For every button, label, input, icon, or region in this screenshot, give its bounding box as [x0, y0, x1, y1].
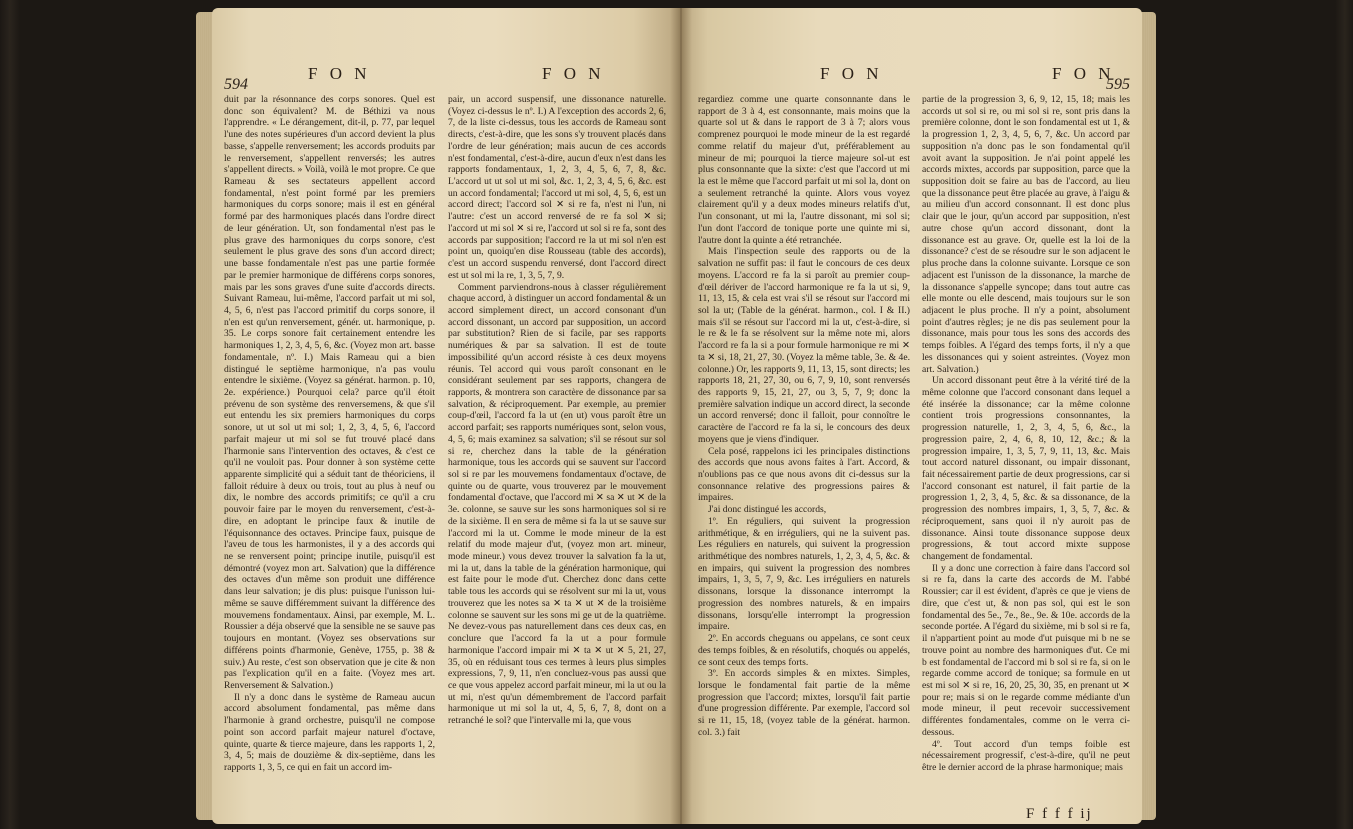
paragraph: 3º. En accords simples & en mixtes. Simples, lorsque le fondamental fait partie de la même progression que l'accord; mixtes, lorsqu'il fait partie d'une progression différente. Par exemple, l'accord sol si re 11, 15, 18, (voyez table de la générat. harmon. col. 3.) fait — [698, 668, 910, 738]
paragraph: Comment parviendrons-nous à classer régulièrement chaque accord, à distinguer un accord fondamental & un accord simplement direct, un accord consonant d'un accord dissonant, un accord par supposition, un accord par substitution? Rien de si facile, par ses rapports numériques & par sa salvation. Il est de toute impossibilité qu'un accord résiste à ces deux moyens réunis. Tel accord qui vous paroît consonant en le considérant seulement par ses rapports, changera de rapports, & montrera son caractère de dissonance par sa salvation, & réciproquement. Par exemple, au premier coup-d'œil, l'accord fa la ut (en ut) vous paroît être un accord parfait; ses rapports numériques sont, selon vous, 4, 5, 6; mais examinez sa salvation; s'il se résout sur sol si re, cherchez dans la table de la génération harmonique, tous les accords qui se sauvent sur l'accord sol si re par les mouvemens fondamentaux d'octave, de quinte ou de quarte, vous trouverez par le mouvement fondamental d'octave, que l'accord mi ✕ sa ✕ ut ✕ de la 3e. colonne, se sauve sur les sons harmoniques sol si re de la sixième. Il en sera de même si fa la ut se sauve sur l'accord mi la ut. Comme le mode mineur de la est relatif du mode majeur d'ut, (voyez mon art. mineur, mode mineur.) vous devez trouver la salvation fa la ut, mi la ut, dans la table de la génération harmonique, qui est faite pour le mode d'ut. Cherchez donc dans cette table tous les accords qui se résolvent sur mi la ut, vous trouverez que les notes sa ✕ ta ✕ ut ✕ de la troisième colonne se sauvent sur les sons mi ge ut de la quatrième. Ne devez-vous pas naturellement dans ces deux cas, en conclure que l'accord fa la ut a pour formule harmonique l'accord impair mi ✕ ta ✕ ut ✕ 5, 21, 27, 35, où en réduisant tous ces termes à leurs plus simples expressions, 7, 9, 11, n'en concluez-vous pas aussi que ce que vous appelez accord parfait mineur, mi la ut ou la ut mi, n'est qu'un démembrement de l'accord parfait harmonique ut mi sol la ut, 4, 5, 6, 7, 8, dont on a retranché le sol? que l'intervalle mi la, que vous — [448, 281, 666, 727]
running-head-left: F O N — [308, 64, 371, 83]
text-column-1 — [224, 94, 435, 804]
paragraph: 2º. En accords cheguans ou appelans, ce sont ceux des temps foibles, & en résolutifs, choqués ou appelés, ce sont ceux des temps forts. — [698, 633, 910, 668]
running-head-right: F O N — [542, 64, 605, 83]
paragraph: Un accord dissonant peut être à la vérité tiré de la même colonne que l'accord consonant dans lequel a été insérée la dissonance; car la même colonne contient trois progressions consonnantes, la progression naturelle, 1, 2, 3, 4, 5, 6, &c., la progression paire, 2, 4, 6, 8, 10, 12, &c.; & la progression impaire, 1, 3, 5, 7, 9, 11, 13, &c. Mais tout accord naturel dissonant, ou impair dissonant, fait nécessairement partie de deux progressions, car si l'accord consonant est naturel, il fait partie de la progression 1, 2, 3, 4, 5, &c. & sa dissonance, de la progression des nombres impairs, 1, 3, 5, 7, &c. & réciproquement, sans quoi il n'y auroit pas de dissonance. Ainsi toute dissonance suppose deux progressions, & tout accord mixte suppose changement de fondamental. — [922, 375, 1130, 563]
paragraph: Cela posé, rappelons ici les principales distinctions des accords que nous avons faites à l'art. Accord, & n'oublions pas ce que nous avons dit ci-dessus sur la consonnance relative des progressions paires & impaires. — [698, 445, 910, 504]
text-column-1 — [698, 94, 910, 804]
text-column-2 — [922, 94, 1130, 784]
paragraph: Il n'y a donc dans le système de Rameau aucun accord absolument fondamental, pas même dans l'harmonie à grand orchestre, puisqu'il ne compose point son accord parfait majeur naturel d'octave, quinte, quarte & tierce majeure, dans les rapports 1, 2, 3, 4, 5; mais de douzième & dix-septième, dans les rapports 1, 3, 5, ce qui en fait un accord im- — [224, 691, 435, 773]
right-page-edges — [1140, 12, 1156, 820]
paragraph: Il y a donc une correction à faire dans l'accord sol si re fa, dans la carte des accords de M. l'abbé Roussier; car il est évident, d'après ce que je viens de dire, que c'est ut, & non pas sol, qui est le son fondamental des 5e., 7e., 8e., 9e. & 10e. accords de la seconde portée. A l'égard du sixième, mi b sol si re fa, il n'appartient point au mode d'ut puisque mi b ne se trouve point au nombre des harmoniques d'ut. Ce mi b est fondamental de l'accord mi b sol si re fa, si on le regarde comme accord de tonique; sa formule en ut est mi sol ✕ si re, 16, 20, 25, 30, 35, en prenant ut ✕ pour re; mais si on le regarde comme médiante d'un mode mineur, il peut recevoir successivement différentes fondamentales, comme on le verra ci-dessous. — [922, 562, 1130, 738]
left-page — [212, 8, 680, 824]
paragraph: partie de la progression 3, 6, 9, 12, 15, 18; mais les accords ut sol si re, ou mi sol si re, sont pris dans la première colonne, dont le son fondamental est ut 1, & la progression 1, 2, 3, 4, 5, 6, 7, &c. Un accord par supposition n'a donc pas le son fondamental qu'il avoit avant la supposition. Je n'ai point appelé les accords mixtes, accords par supposition, parce que la supposition doit se faire au bas de l'accord, au lieu que la dissonance peut être placée au grave, à l'aigu & au milieu d'un accord consonnant. Il est donc plus clair que le jour, qu'un accord par supposition, n'est autre chose qu'un accord dissonant, dont la dissonance est au grave. Or, quelle est la loi de la dissonance? c'est de se résoudre sur le son adjacent le plus proche dans la colonne suivante. Lorsque ce son adjacent est l'unisson de la dissonance, la marche de la dissonance s'appelle syncope; dans tout autre cas elle monte ou elle descend, mais toujours sur le son adjacent le plus proche. Il n'y a point, absolument point d'autres règles; je ne dis pas seulement pour la dissonance, mais pour tous les sons des accords des temps foibles. A l'égard des temps forts, il n'y a que les dissonances qui y soient astreintes. (Voyez mon art. Salvation.) — [922, 94, 1130, 375]
paragraph: Mais l'inspection seule des rapports ou de la salvation ne suffit pas: il faut le concours de ces deux moyens. L'accord re fa la si paroît au premier coup-d'œil dériver de l'accord harmonique re fa la ut si, 9, 11, 13, 15, & cela est vrai s'il se résout sur l'accord mi sol la ut; (Table de la générat. harmon., col. I & II.) mais s'il se résout sur l'accord mi la ut, c'est-à-dire, si le re & le fa se résolvent sur la même note mi, alors l'accord re fa la si a pour formule harmonique re mi ✕ ta ✕ si, 18, 21, 27, 30. (Voyez la même table, 3e. & 4e. colonne.) Or, les rapports 9, 11, 13, 15, sont directs; les rapports 18, 21, 27, 30, ou 6, 7, 9, 10, sont renversés des rapports 9, 15, 21, 27, ou 3, 5, 7, 9; donc la première salvation indique un accord direct, la seconde un accord renversé; donc il falloit, pour connoître le caractère de l'accord re fa la si, le concours des deux moyens que je viens d'indiquer. — [698, 246, 910, 445]
running-head-right: F O N — [1052, 64, 1115, 83]
paragraph: 1º. En réguliers, qui suivent la progression arithmétique, & en irréguliers, qui ne la suivent pas. Les réguliers en naturels, qui suivent la progression arithmétique des nombres naturels, 1, 2, 3, 4, 5, &c. & en impairs, qui suivent la progression des nombres impairs, 1, 3, 5, 7, 9, &c. Les irréguliers en naturels dissonans, lorsque la dissonance interrompt la progression des nombres naturels, & en impairs dissonans, lorsqu'elle interrompt la progression impaire. — [698, 515, 910, 633]
paragraph: J'ai donc distingué les accords, — [708, 504, 827, 516]
paragraph: duit par la résonnance des corps sonores. Quel est donc son équivalent? M. de Béthizi va nous l'apprendre. « Le dérangement, dit-il, p. 77, par lequel l'une des notes supérieures d'un accord devient la plus basse, s'appelle renversement; les accords produits par le renversement, s'appellent renversés; les autres s'appellent directs. » Voilà, voilà le mot propre. Ce que Rameau & ses sectateurs appellent accord fondamental, n'est point formé par les premiers harmoniques du corps sonore; mais il est en général formé par des harmoniques placés dans l'ordre direct de leur génération. Ut, son fondamental n'est pas le plus grave des harmoniques du corps sonore, c'est seulement le plus grave des sons d'un accord direct; une basse fondamentale n'est pas une partie formée par le premier harmonique de différens corps sonores, mais par les sons graves d'une suite d'accords directs. Suivant Rameau, lui-même, l'accord parfait ut mi sol, 4, 5, 6, n'est pas l'accord primitif du corps sonore, il n'en est qu'un renversement, génér. ut. harmonique, p. 35. Le corps sonore fait certainement entendre les harmoniques 1, 2, 3, 4, 5, 6, &c. (Voyez mon art. basse fondamentale, nº. I.) Mais Rameau qui a bien distingué le septième harmonique, n'a pas voulu entendre le sixième. (Voyez sa générat. harmon. p. 10, 2e. expérience.) Pourquoi cela? parce qu'il étoit prévenu de son système des renversemens, & que s'il eut entendu les six premiers harmoniques du corps sonore, ut ut sol ut mi sol; 1, 2, 3, 4, 5, 6, l'accord parfait majeur ut mi sol se fut trouvé placé dans l'harmonie sans l'intervention des octaves, & c'est ce qu'il ne vouloit pas. Pour donner à son système cette apparente simplicité qui a séduit tant de théoriciens, il falloit réduire à deux ou trois, tout au plus à neuf ou dix, le nombre des accords primitifs; ce qu'il a cru pouvoir faire par le moyen du renversement, c'est-à-dire, en adoptant le principe faux & inutile de l'équisonnance des octaves. Principe faux, puisque de l'aveu de tous les harmonistes, il y a des accords qui ne se renversent point; principe inutile, puisqu'il est démontré (voyez mon art. Salvation) que la différence des octaves d'un même son produit une différence dans leur salvation; je dis plus: puisque l'unisson lui-même se sauve différemment suivant la différence des mouvemens fondamentaux. Ainsi, par exemple, M. L. Roussier a déja observé que la sensible ne se sauve pas toujours en montant. (Voyez ses observations sur différens points d'harmonie, Genève, 1755, p. 38 & suiv.) Au reste, c'est son observation que je cite & non pas l'explication qu'il en a faite. (Voyez mes art. Renversement & Salvation.) — [224, 94, 435, 691]
right-page — [680, 8, 1142, 824]
paragraph: 4º. Tout accord d'un temps foible est nécessairement progressif, c'est-à-dire, qu'il ne peut être le dernier accord de la phrase harmonique; mais — [922, 738, 1130, 773]
paragraph: regardiez comme une quarte consonnante dans le rapport de 3 à 4, est consonnante, mais moins que la quarte sol ut & dans le rapport de 3 à 7; alors vous comprenez pourquoi le mode mineur de la est regardé comme relatif du majeur d'ut, préférablement au mineur de mi; pourquoi la tierce majeure sol-ut est plus consonnante que la sixte: c'est que l'accord ut mi la est le même que l'accord parfait ut mi sol la, dont on a seulement retranché la quinte. Alors vous voyez clairement qu'il y a deux modes mineurs relatifs d'ut, l'un consonant, ut mi la, l'autre dissonant, mi sol si; l'un dont l'accord de tonique porte une quinte mi si, l'autre dont la quinte a été retranchée. — [698, 94, 910, 246]
signature-mark: F f f f ij — [1026, 806, 1093, 822]
text-column-2 — [448, 94, 666, 804]
paragraph: pair, un accord suspensif, une dissonance naturelle. (Voyez ci-dessus le nº. I.) A l'exception des accords 2, 6, 7, de la liste ci-dessus, tous les accords de Rameau sont directs, c'est-à-dire, que les sons s'y trouvent placés dans l'ordre de leur génération; mais aucun de ces accords n'est fondamental, c'est-à-dire, aucun d'eux n'est dans les rapports fondamentaux, 1, 2, 3, 4, 5, 6, 7, 8, &c. L'accord ut ut sol ut mi sol, &c. 1, 2, 3, 4, 5, 6, &c. est un accord fondamental; l'accord ut mi sol, 4, 5, 6, est un accord direct; l'accord sol ✕ si re fa, n'est ni l'un, ni l'autre: c'est un accord renversé de re fa sol ✕ si; l'accord ut mi sol ✕ si re, l'accord ut sol si re fa, sont des accords par supposition; l'accord re la ut mi sol n'en est point un, quoiqu'en dise Rousseau (table des accords), c'est un accord suspendu renversé, dont l'accord direct est ut sol mi la re, 1, 3, 5, 7, 9. — [448, 94, 666, 281]
running-head-left: F O N — [820, 64, 883, 83]
page-number: 595 — [1106, 76, 1130, 93]
page-number: 594 — [224, 76, 248, 93]
